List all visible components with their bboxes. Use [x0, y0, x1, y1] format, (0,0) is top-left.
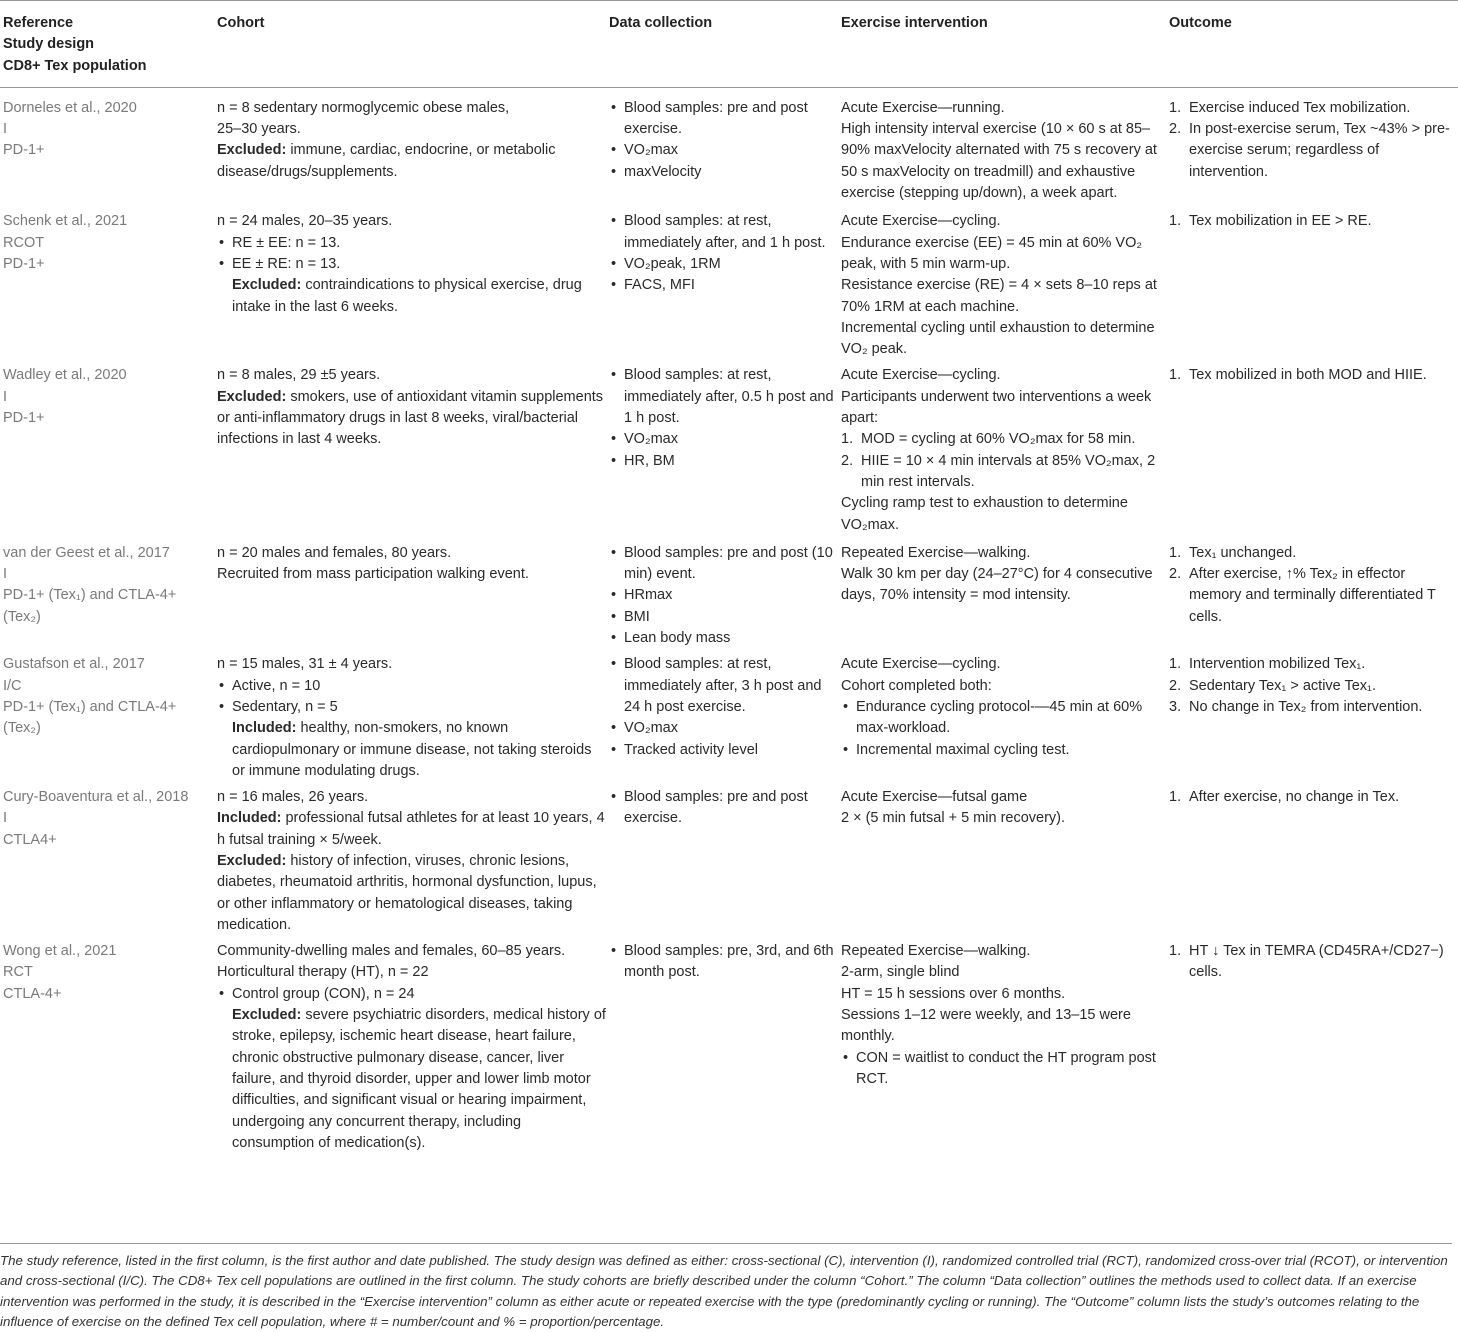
outcome-cell [1166, 360, 1458, 535]
exercise-cell: Repeated Exercise—walking. Walk 30 km per day (24–27°C) for 4 consecutive days, 70% intensity = mod intensity. [841, 544, 1153, 604]
list-item: • Incremental maximal cycling test. [841, 740, 1166, 761]
outcome-cell [1166, 536, 1458, 649]
outcome-cell [1166, 87, 1458, 204]
list-item: • maxVelocity [609, 162, 838, 183]
reference-cell: Cury-Boaventura et al., 2018 I CTLA4+ [3, 789, 189, 848]
table-row [0, 649, 1458, 782]
exercise-cell: Acute Exercise—running. High intensity interval exercise (10 × 60 s at 85–90% maxVelocity alternated with 75 s recovery at 50 s maxVelocity on treadmill) and exhaustive exercise (stepping up/down), a week apart. [841, 99, 1157, 202]
cohort-cell: n = 15 males, 31 ± 4 years. • Active, n = 10 • Sedentary, n = 5 Included: healthy, non-smokers, no known cardiopulmonary or immune disease, not taking steroids or immune modulating drugs. [214, 649, 606, 782]
data-collection-cell [606, 936, 838, 1154]
list-item: • Blood samples: pre and post exercise. [609, 98, 838, 141]
exercise-cell: Acute Exercise—cycling. Cohort completed both: • Endurance cycling protocol-—45 min at 60% max-workload. • Incremental maximal cycling test. [838, 649, 1166, 782]
list-item: 1. Tex₁ unchanged. [1169, 544, 1297, 561]
list-item: 1. After exercise, no change in Tex. [1169, 789, 1400, 806]
reference-cell: Gustafson et al., 2017 I/C PD-1+ (Tex₁) and CTLA-4+ (Tex₂) [3, 656, 177, 737]
cohort-cell: n = 8 sedentary normoglycemic obese males, 25–30 years. Excluded: immune, cardiac, endocrine, or metabolic disease/drugs/supplements. [217, 99, 556, 180]
header-cohort: Cohort [214, 1, 606, 88]
list-item: • VO₂max [609, 429, 838, 450]
reference-cell: Dorneles et al., 2020 I PD-1+ [3, 99, 137, 159]
data-collection-cell [606, 649, 838, 782]
list-item: • Endurance cycling protocol-—45 min at 60% max-workload. [841, 697, 1166, 740]
table-row [0, 360, 1458, 535]
data-collection-cell [606, 204, 838, 360]
table-footnote: The study reference, listed in the first column, is the first author and date published. The study design was defined as either: cross-sectional (C), intervention (I), randomized controlled trial (RCT), randomized cross-over trial (RCOT), or intervention and cross-sectional (I/C). The CD8+ Tex cell populations are outlined in the first column. The study cohorts are briefly described under the column “Cohort.” The column “Data collection” outlines the methods used to collect data. If an exercise intervention was performed in the study, it is described in the “Exercise intervention” column as either acute or repeated exercise with the type (predominantly cycling or running). The “Outcome” column lists the study’s outcomes relating to the influence of exercise on the defined Tex cell population, where # = number/count and % = proportion/percentage. [0, 1243, 1452, 1332]
list-item: 1. Intervention mobilized Tex₁. [1169, 656, 1366, 673]
data-collection-cell [606, 360, 838, 535]
header-reference: Reference Study design CD8+ Tex population [0, 1, 214, 88]
list-item: • Blood samples: at rest, immediately after, 3 h post and 24 h post exercise. [609, 654, 838, 718]
list-item: • Blood samples: pre, 3rd, and 6th month post. [609, 941, 838, 984]
reference-cell: van der Geest et al., 2017 I PD-1+ (Tex₁) and CTLA-4+ (Tex₂) [3, 544, 177, 625]
list-item: 2. After exercise, ↑% Tex₂ in effector memory and terminally differentiated T cells. [1169, 566, 1436, 625]
list-item: • Blood samples: at rest, immediately after, and 1 h post. [609, 211, 838, 254]
list-item: 1. Tex mobilization in EE > RE. [1169, 213, 1372, 230]
reference-cell: Wadley et al., 2020 I PD-1+ [3, 367, 127, 427]
cohort-cell: n = 8 males, 29 ±5 years. Excluded: smokers, use of antioxidant vitamin supplements or anti-inflammatory drugs in last 8 weeks, viral/bacterial infections in last 4 weeks. [217, 367, 604, 448]
outcome-cell [1166, 649, 1458, 782]
cohort-cell: n = 16 males, 26 years. Included: professional futsal athletes for at least 10 years, 4 h futsal training × 5/week. Excluded: history of infection, viruses, chronic lesions, diabetes, rheumatoid arthritis, hormonal dysfunction, lupus, or other inflammatory or hematological diseases, taking medication. [217, 789, 605, 933]
outcome-cell [1166, 936, 1458, 1154]
list-item: • HR, BM [609, 451, 838, 472]
list-item: 1. Exercise induced Tex mobilization. [1169, 99, 1411, 116]
list-item: • BMI [609, 607, 838, 628]
list-item: 2. Sedentary Tex₁ > active Tex₁. [1169, 677, 1376, 694]
header-data-collection: Data collection [606, 1, 838, 88]
list-item: • FACS, MFI [609, 275, 838, 296]
data-collection-cell [606, 536, 838, 649]
table-row [0, 936, 1458, 1154]
header-outcome: Outcome [1166, 1, 1458, 88]
table-row [0, 782, 1458, 936]
list-item: • Tracked activity level [609, 740, 838, 761]
list-item: • Blood samples: pre and post exercise. [609, 787, 838, 830]
table-row [0, 536, 1458, 649]
list-item: • Blood samples: at rest, immediately after, 0.5 h post and 1 h post. [609, 365, 838, 429]
list-item: 1. Tex mobilized in both MOD and HIIE. [1169, 367, 1427, 384]
data-collection-cell [606, 87, 838, 204]
outcome-cell [1166, 782, 1458, 936]
list-item: • HRmax [609, 585, 838, 606]
list-item: • Active, n = 10 [217, 676, 606, 697]
cohort-cell: n = 20 males and females, 80 years. Recruited from mass participation walking event. [217, 544, 529, 583]
exercise-cell: Acute Exercise—futsal game 2 × (5 min futsal + 5 min recovery). [841, 789, 1066, 827]
table-row [0, 204, 1458, 360]
list-item: • CON = waitlist to conduct the HT program post RCT. [841, 1048, 1166, 1091]
list-item: • Control group (CON), n = 24 [217, 984, 606, 1005]
header-exercise: Exercise intervention [838, 1, 1166, 88]
exercise-cell: Repeated Exercise—walking. 2-arm, single blind HT = 15 h sessions over 6 months. Sessions 1–12 were weekly, and 13–15 were monthly. • CON = waitlist to conduct the HT program post RCT. [838, 936, 1166, 1154]
list-item: • Sedentary, n = 5 [217, 697, 606, 718]
list-item: 2. HIIE = 10 × 4 min intervals at 85% VO₂max, 2 min rest intervals. [841, 452, 1156, 490]
list-item: • Lean body mass [609, 628, 838, 649]
reference-cell: Schenk et al., 2021 RCOT PD-1+ [3, 213, 128, 272]
list-item: 2. In post-exercise serum, Tex ~43% > pre-exercise serum; regardless of intervention. [1169, 121, 1450, 180]
list-item: • EE ± RE: n = 13. [217, 254, 606, 275]
list-item: • VO₂peak, 1RM [609, 254, 838, 275]
header-row [0, 1, 1458, 88]
list-item: 1. HT ↓ Tex in TEMRA (CD45RA+/CD27−) cells. [1169, 943, 1444, 981]
list-item: • Blood samples: pre and post (10 min) event. [609, 543, 838, 586]
cohort-cell: Community-dwelling males and females, 60–85 years. Horticultural therapy (HT), n = 22 • Control group (CON), n = 24 Excluded: severe psychiatric disorders, medical history of stroke, epilepsy, ischemic heart disease, heart failure, chronic obstructive pulmonary disease, cancer, liver failure, and thyroid disorder, upper and lower limb motor difficulties, and significant visual or hearing impairment, undergoing any concurrent therapy, including consumption of medication(s). [214, 936, 606, 1154]
list-item: 1. MOD = cycling at 60% VO₂max for 58 min. [841, 431, 1136, 448]
data-collection-cell [606, 782, 838, 936]
reference-cell: Wong et al., 2021 RCT CTLA-4+ [3, 943, 117, 1002]
outcome-cell [1166, 204, 1458, 360]
exercise-cell: Acute Exercise—cycling. Endurance exercise (EE) = 45 min at 60% VO₂ peak, with 5 min warm-up. Resistance exercise (RE) = 4 × sets 8–10 reps at 70% 1RM at each machine. Incremental cycling until exhaustion to determine VO₂ peak. [841, 213, 1157, 358]
list-item: • VO₂max [609, 140, 838, 161]
list-item: • VO₂max [609, 718, 838, 739]
list-item: • RE ± EE: n = 13. [217, 233, 606, 254]
exercise-cell: Acute Exercise—cycling. Participants underwent two interventions a week apart: 1. MOD = cycling at 60% VO₂max for 58 min. 2. HIIE = 10 × 4 min intervals at 85% VO₂max, 2 min rest intervals. Cycling ramp test to exhaustion to determine VO₂max. [838, 360, 1166, 535]
cohort-cell: n = 24 males, 20–35 years. • RE ± EE: n = 13. • EE ± RE: n = 13. Excluded: contraindications to physical exercise, drug intake in the last 6 weeks. [214, 204, 606, 360]
list-item: 3. No change in Tex₂ from intervention. [1169, 698, 1423, 715]
table-row [0, 87, 1458, 204]
